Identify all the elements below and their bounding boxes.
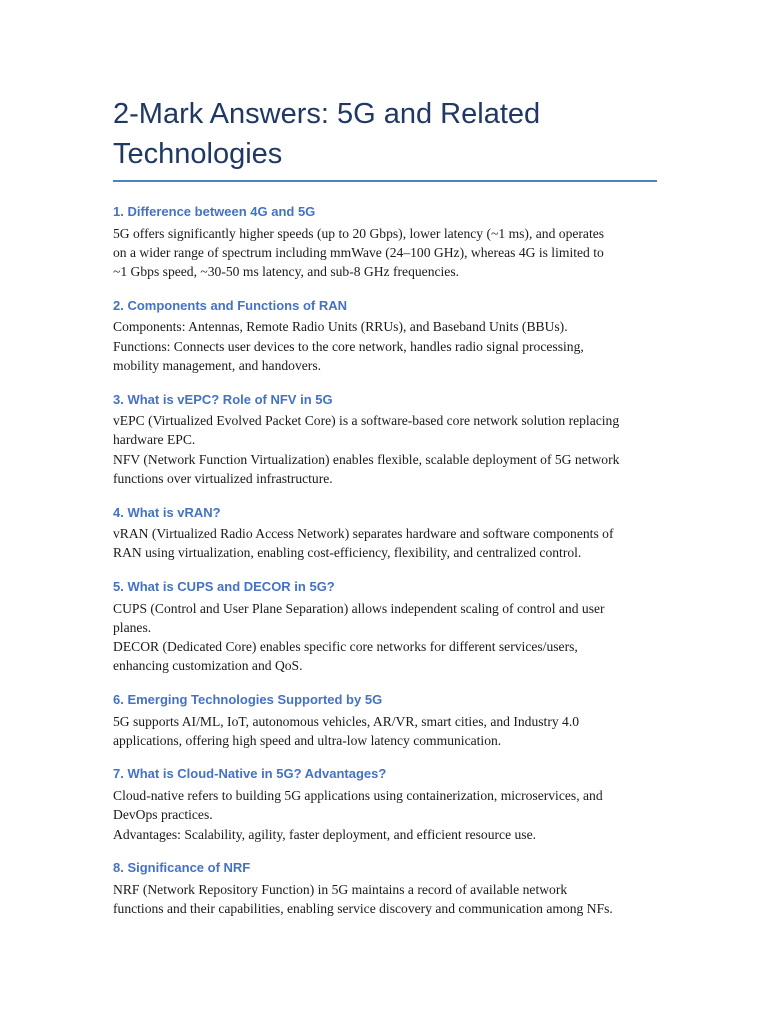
section-body [113,411,713,488]
qa-section [113,502,713,563]
section-heading: 8. Significance of NRF [113,860,251,876]
body-text-line: NRF (Network Repository Function) in 5G maintains a record of available network [113,881,568,897]
section-body [113,712,713,751]
section-heading: 3. What is vEPC? Role of NFV in 5G [113,391,333,407]
section-heading: 6. Emerging Technologies Supported by 5G [113,692,383,708]
body-text-line: 5G offers significantly higher speeds (up to 20 Gbps), lower latency (~1 ms), and operates [113,225,605,241]
body-text-line: functions and their capabilities, enabling service discovery and communication among NFs. [113,900,613,916]
section-body [113,524,713,563]
qa-section [113,576,713,676]
section-heading: 4. What is vRAN? [113,504,221,520]
section-body [113,880,713,919]
section-body [113,599,713,676]
qa-section [113,763,713,843]
body-text-line: vRAN (Virtualized Radio Access Network) separates hardware and software components of [113,526,614,542]
body-text-line: NFV (Network Function Virtualization) enables flexible, scalable deployment of 5G network [113,451,620,467]
qa-section [113,201,713,281]
body-text-line: DevOps practices. [113,807,213,823]
section-heading: 7. What is Cloud-Native in 5G? Advantages? [113,766,387,782]
qa-section [113,857,713,918]
body-text-line: on a wider range of spectrum including mmWave (24–100 GHz), whereas 4G is limited to [113,245,604,261]
body-text-line: 5G supports AI/ML, IoT, autonomous vehicles, AR/VR, smart cities, and Industry 4.0 [113,713,580,729]
section-body [113,786,713,844]
body-text-line: DECOR (Dedicated Core) enables specific core networks for different services/users, [113,639,578,655]
body-text-line: ~1 Gbps speed, ~30-50 ms latency, and sub-8 GHz frequencies. [113,264,460,280]
section-body [113,317,713,375]
body-text-line: Functions: Connects user devices to the core network, handles radio signal processing, [113,338,584,354]
section-body [113,224,713,282]
body-text-line: Components: Antennas, Remote Radio Units (RRUs), and Baseband Units (BBUs). [113,319,568,335]
page-title: 2-Mark Answers: 5G and Related Technologies [113,98,541,170]
body-text-line: CUPS (Control and User Plane Separation) allows independent scaling of control and user [113,600,605,616]
body-text-line: functions over virtualized infrastructure. [113,471,333,487]
section-heading: 1. Difference between 4G and 5G [113,204,316,220]
body-text-line: applications, offering high speed and ultra-low latency communication. [113,732,502,748]
qa-section [113,689,713,750]
sections [113,188,713,918]
qa-section [113,295,713,375]
body-text-line: mobility management, and handovers. [113,358,322,374]
body-text-line: hardware EPC. [113,432,196,448]
qa-section [113,389,713,489]
body-text-line: planes. [113,619,152,635]
body-text-line: enhancing customization and QoS. [113,658,303,674]
section-heading: 2. Components and Functions of RAN [113,297,347,313]
section-heading: 5. What is CUPS and DECOR in 5G? [113,579,335,595]
title-block [113,94,657,182]
body-text-line: Cloud-native refers to building 5G applications using containerization, microservices, and [113,787,603,803]
body-text-line: Advantages: Scalability, agility, faster deployment, and efficient resource use. [113,826,537,842]
body-text-line: vEPC (Virtualized Evolved Packet Core) is a software-based core network solution replacing [113,413,620,429]
body-text-line: RAN using virtualization, enabling cost-efficiency, flexibility, and centralized control. [113,545,582,561]
